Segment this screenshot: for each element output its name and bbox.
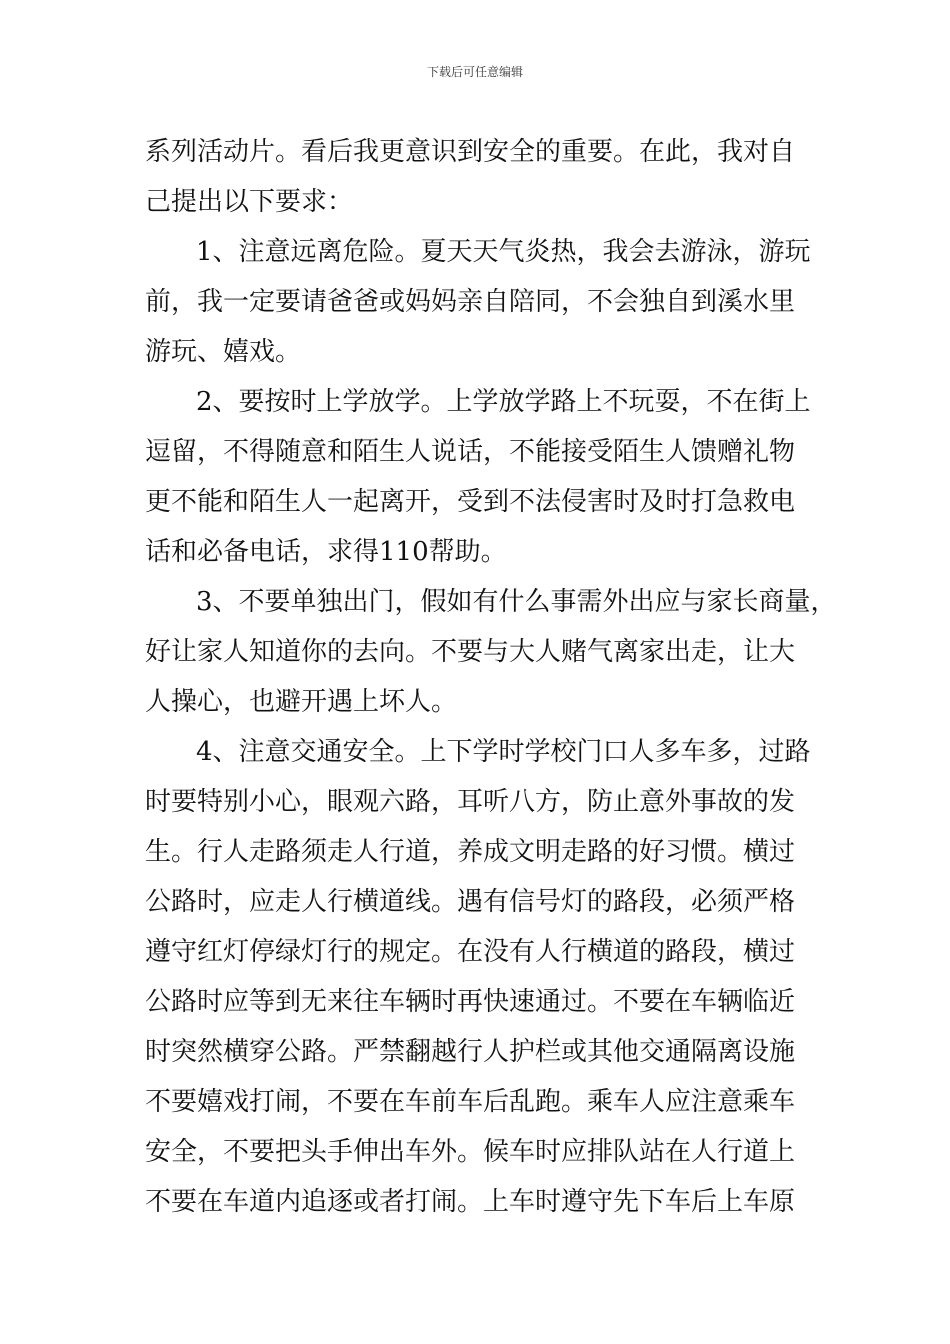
text-line: 逗留，不得随意和陌生人说话，不能接受陌生人馈赠礼物: [145, 437, 796, 467]
text-line: 己提出以下要求：: [145, 187, 354, 217]
paragraph-start-line: 1、注意远离危险。夏天天气炎热，我会去游泳，游玩: [196, 237, 811, 267]
text-line: 公路时，应走人行横道线。遇有信号灯的路段，必须严格: [145, 887, 796, 917]
paragraph-start-line: 4、注意交通安全。上下学时学校门口人多车多，过路: [196, 737, 811, 767]
text-line: 安全，不要把头手伸出车外。候车时应排队站在人行道上: [145, 1137, 796, 1167]
text-line: 人操心，也避开遇上坏人。: [145, 687, 458, 717]
paragraph-start-line: 3、不要单独出门，假如有什么事需外出应与家长商量，: [196, 587, 837, 617]
page-header: 下载后可任意编辑: [426, 65, 523, 79]
text-line: 遵守红灯停绿灯行的规定。在没有人行横道的路段，横过: [145, 937, 796, 967]
text-line: 更不能和陌生人一起离开，受到不法侵害时及时打急救电: [145, 487, 796, 517]
text-line: 不要嬉戏打闹，不要在车前车后乱跑。乘车人应注意乘车: [145, 1087, 796, 1117]
text-line: 游玩、嬉戏。: [145, 337, 302, 367]
text-line: 时突然横穿公路。严禁翻越行人护栏或其他交通隔离设施: [145, 1037, 796, 1067]
paragraph-start-line: 2、要按时上学放学。上学放学路上不玩耍，不在街上: [196, 387, 811, 417]
text-line: 话和必备电话，求得110帮助。: [145, 537, 507, 567]
text-line: 生。行人走路须走人行道，养成文明走路的好习惯。横过: [145, 837, 796, 867]
text-line: 公路时应等到无来往车辆时再快速通过。不要在车辆临近: [145, 987, 796, 1017]
text-line: 时要特别小心，眼观六路，耳听八方，防止意外事故的发: [145, 787, 796, 817]
text-line: 系列活动片。看后我更意识到安全的重要。在此，我对自: [145, 137, 796, 167]
text-line: 不要在车道内追逐或者打闹。上车时遵守先下车后上车原: [145, 1187, 796, 1217]
text-line: 好让家人知道你的去向。不要与大人赌气离家出走，让大: [145, 637, 796, 667]
text-line: 前，我一定要请爸爸或妈妈亲自陪同，不会独自到溪水里: [145, 287, 796, 317]
